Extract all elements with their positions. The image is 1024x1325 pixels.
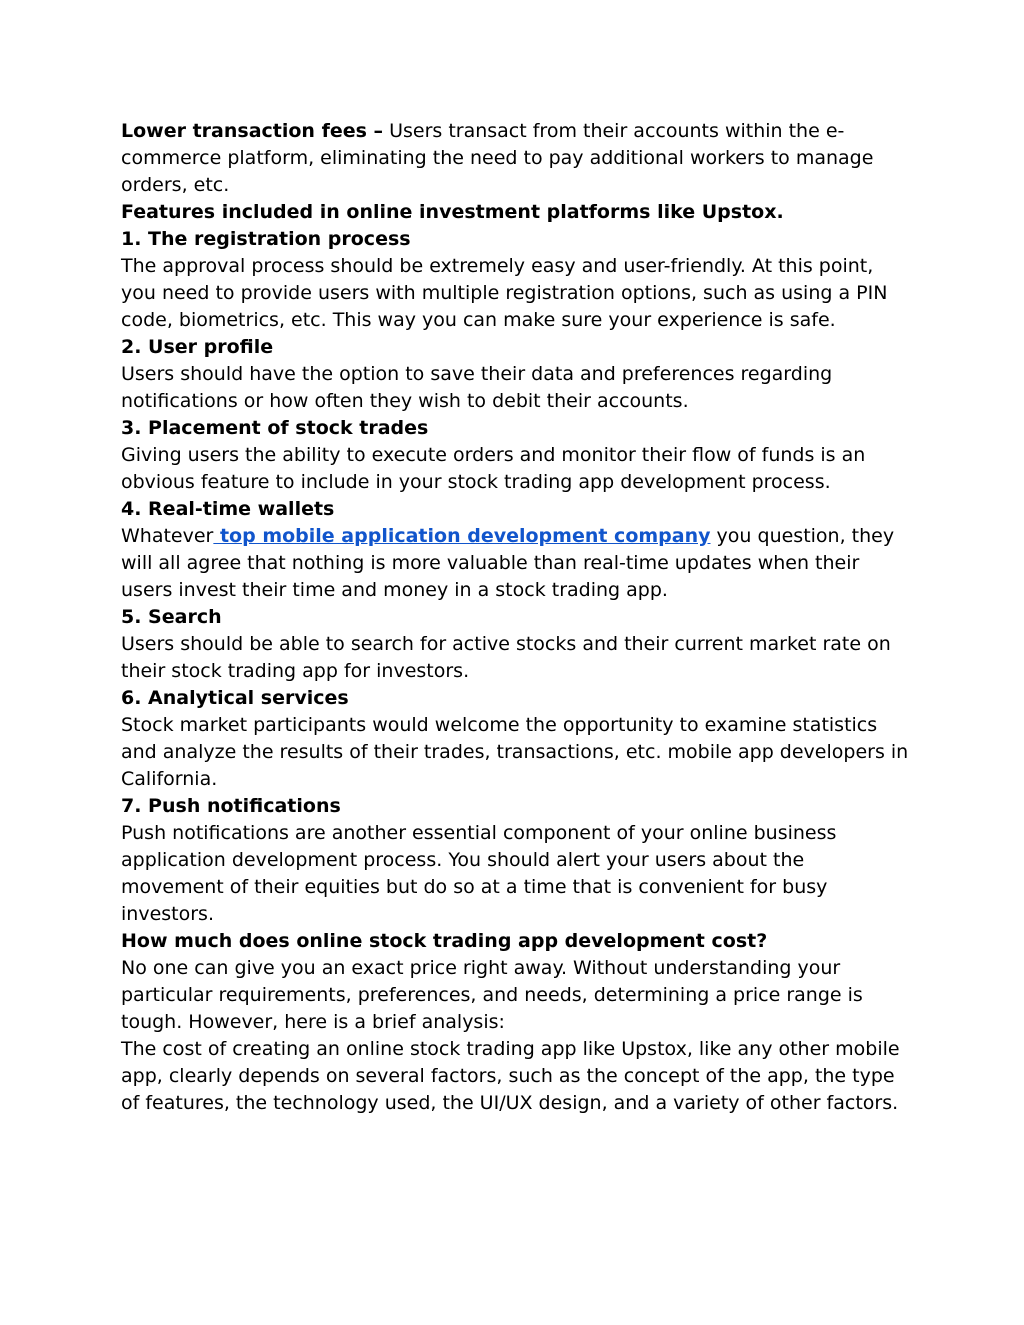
wallets-text-before: Whatever bbox=[121, 525, 214, 547]
section-heading-stock-trades: 3. Placement of stock trades bbox=[121, 417, 429, 439]
intro-text: Users transact from their accounts within the e-commerce platform, eliminating the need to pay additional workers to manage orders, etc. bbox=[121, 120, 874, 196]
cost-heading: How much does online stock trading app development cost? bbox=[121, 930, 768, 952]
wallets-text-after: you question, they will all agree that nothing is more valuable than real-time updates when their users invest their time and money in a stock trading app. bbox=[121, 525, 895, 601]
intro-lead: Lower transaction fees – bbox=[121, 120, 384, 142]
section-heading-analytics: 6. Analytical services bbox=[121, 687, 349, 709]
mobile-app-company-link[interactable]: top mobile application development company bbox=[213, 525, 711, 547]
section-body-analytics: Stock market participants would welcome the opportunity to examine statistics and analyze the results of their trades, transactions, etc. mobile app developers in California. bbox=[121, 714, 909, 790]
cost-paragraph-2: The cost of creating an online stock trading app like Upstox, like any other mobile app, clearly depends on several factors, such as the concept of the app, the type of features, the technology used, the UI/UX design, and a variety of other factors. bbox=[121, 1038, 900, 1114]
section-body-wallets bbox=[121, 523, 911, 604]
section-body-search: Users should be able to search for active stocks and their current market rate on their stock trading app for investors. bbox=[121, 633, 891, 682]
section-body-registration: The approval process should be extremely easy and user-friendly. At this point, you need to provide users with multiple registration options, such as using a PIN code, biometrics, etc. This way you can make sure your experience is safe. bbox=[121, 255, 888, 331]
section-body-user-profile: Users should have the option to save their data and preferences regarding notifications or how often they wish to debit their accounts. bbox=[121, 363, 833, 412]
section-body-stock-trades: Giving users the ability to execute orders and monitor their flow of funds is an obvious feature to include in your stock trading app development process. bbox=[121, 444, 866, 493]
cost-paragraph-1: No one can give you an exact price right away. Without understanding your particular requirements, preferences, and needs, determining a price range is tough. However, here is a brief analysis: bbox=[121, 957, 863, 1033]
section-heading-push: 7. Push notifications bbox=[121, 795, 341, 817]
section-heading-wallets: 4. Real-time wallets bbox=[121, 498, 335, 520]
section-heading-registration: 1. The registration process bbox=[121, 228, 411, 250]
section-heading-user-profile: 2. User profile bbox=[121, 336, 274, 358]
section-heading-search: 5. Search bbox=[121, 606, 222, 628]
features-heading: Features included in online investment platforms like Upstox. bbox=[121, 201, 784, 223]
section-body-push: Push notifications are another essential component of your online business application development process. You should alert your users about the movement of their equities but do so at a time that is convenient for busy investors. bbox=[121, 822, 837, 925]
intro-paragraph bbox=[121, 118, 911, 199]
document-page bbox=[121, 118, 911, 1117]
